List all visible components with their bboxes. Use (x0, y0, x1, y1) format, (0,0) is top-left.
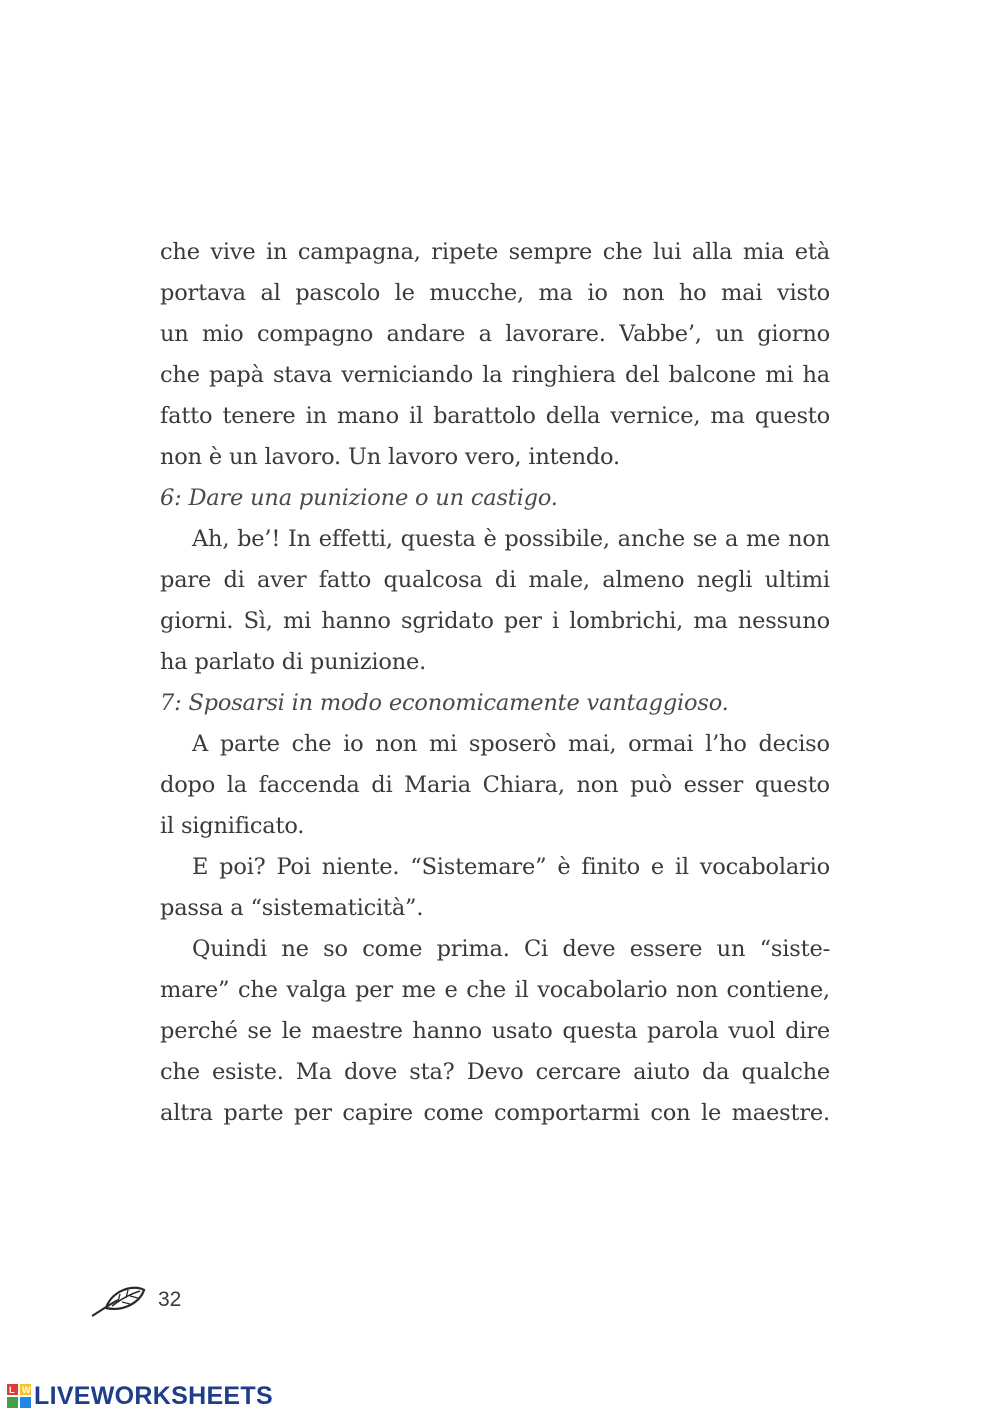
word: le (394, 280, 415, 306)
word: mai, (567, 731, 617, 757)
word: pare (160, 567, 212, 593)
word: ultimi (764, 567, 830, 593)
word: come (423, 1100, 484, 1126)
word: ma (538, 280, 573, 306)
word: anche (617, 526, 685, 552)
word: un (160, 321, 189, 347)
word: E (192, 854, 209, 880)
word: In (287, 526, 311, 552)
word: compagno (256, 321, 374, 347)
word: esser (683, 772, 744, 798)
word: Quindi (192, 936, 268, 962)
word: papà (208, 362, 264, 388)
leaf-icon (88, 1280, 150, 1320)
text-line (160, 765, 830, 806)
word: vuol (728, 1018, 776, 1044)
word: deciso (758, 731, 830, 757)
word: fatto (318, 567, 372, 593)
word: negli (696, 567, 753, 593)
word: effetti, (318, 526, 393, 552)
word: non (622, 280, 665, 306)
word: capire (342, 1100, 413, 1126)
word: il (674, 854, 689, 880)
word: aiuto (633, 1059, 690, 1085)
word: barattolo (433, 403, 536, 429)
text-line: 6: Dare una punizione o un castigo. (160, 485, 558, 511)
word: comportarmi (494, 1100, 640, 1126)
word: possibile, (504, 526, 610, 552)
word: ormai (628, 731, 694, 757)
text-line (160, 232, 830, 273)
word: niente. (321, 854, 400, 880)
word: per (293, 1100, 332, 1126)
word: balcone (668, 362, 757, 388)
word: nessuno (737, 608, 830, 634)
word: Ah, (192, 526, 230, 552)
word: mi (429, 731, 458, 757)
text-line (160, 929, 830, 970)
word: di (494, 567, 517, 593)
word: la (226, 772, 247, 798)
word: deve (562, 936, 616, 962)
word: maestre. (731, 1100, 830, 1126)
word: e (444, 977, 458, 1003)
word: questo (754, 403, 830, 429)
word: Ci (524, 936, 549, 962)
word: di (223, 567, 245, 593)
text-line (160, 847, 830, 888)
word: le (700, 1100, 722, 1126)
word: fatto (160, 403, 213, 429)
word: e (650, 854, 664, 880)
word: io (587, 280, 608, 306)
word: esiste. (211, 1059, 284, 1085)
text-line (160, 519, 830, 560)
text-line (160, 273, 830, 314)
word: se (247, 1018, 272, 1044)
svg-text:L: L (9, 1385, 15, 1395)
word: sempre (508, 239, 593, 265)
word: con (650, 1100, 691, 1126)
word: verniciando (341, 362, 474, 388)
word: lui (653, 239, 682, 265)
word: aver (257, 567, 307, 593)
svg-text:W: W (22, 1385, 31, 1395)
word: le (281, 1018, 302, 1044)
word: me (746, 526, 781, 552)
word: tenere (222, 403, 296, 429)
word: campagna, (297, 239, 421, 265)
word: essere (629, 936, 703, 962)
word: Vabbe’, (619, 321, 702, 347)
word: perché (160, 1018, 238, 1044)
word: in (305, 403, 327, 429)
word: mio (202, 321, 244, 347)
word: me (401, 977, 436, 1003)
page-number: 32 (158, 1288, 182, 1311)
word: sta? (409, 1059, 455, 1085)
text-line (160, 1093, 830, 1134)
word: che (602, 239, 643, 265)
word: mia (742, 239, 785, 265)
word: se (692, 526, 718, 552)
word: dopo (160, 772, 216, 798)
text-line: passa a “sistematicità”. (160, 895, 424, 921)
word: be’! (237, 526, 281, 552)
word: alla (691, 239, 733, 265)
word: prima. (436, 936, 510, 962)
word: Devo (466, 1059, 524, 1085)
word: dire (785, 1018, 830, 1044)
word: che (160, 239, 200, 265)
word: qualche (741, 1059, 830, 1085)
word: cercare (535, 1059, 621, 1085)
word: lombrichi, (569, 608, 684, 634)
word: altra (160, 1100, 213, 1126)
word: hanno (412, 1018, 482, 1044)
word: vive (210, 239, 256, 265)
word: che (160, 1059, 200, 1085)
word: almeno (602, 567, 685, 593)
word: visto (776, 280, 830, 306)
word: “Sistemare” (410, 854, 547, 880)
word: stava (272, 362, 333, 388)
word: A (192, 731, 209, 757)
liveworksheets-logo-icon (6, 1383, 32, 1409)
word: qualcosa (383, 567, 483, 593)
word: Ma (295, 1059, 332, 1085)
word: ho (678, 280, 707, 306)
word: come (362, 936, 423, 962)
text-line (160, 1052, 830, 1093)
word: lavorare. (505, 321, 606, 347)
text-line (160, 396, 830, 437)
word: un (715, 321, 744, 347)
word: a (725, 526, 739, 552)
word: vocabolario (699, 854, 830, 880)
word: sgridato (400, 608, 494, 634)
word: dove (343, 1059, 398, 1085)
word: portava (160, 280, 246, 306)
word: sposerò (468, 731, 557, 757)
text-line (160, 601, 830, 642)
word: parola (647, 1018, 719, 1044)
word: mano (336, 403, 399, 429)
word: mare” (160, 977, 230, 1003)
word: il (514, 977, 529, 1003)
word: da (701, 1059, 730, 1085)
word: i (552, 608, 559, 634)
word: mi (282, 608, 312, 634)
word: ma (693, 608, 728, 634)
word: giorno (757, 321, 830, 347)
word: mucche, (429, 280, 524, 306)
word: della (545, 403, 601, 429)
brand-name: LIVEWORKSHEETS (34, 1381, 273, 1410)
liveworksheets-brand[interactable] (6, 1380, 273, 1412)
text-line (160, 1011, 830, 1052)
text-line: non è un lavoro. Un lavoro vero, intendo. (160, 444, 620, 470)
word: al (260, 280, 281, 306)
word: andare (386, 321, 466, 347)
word: poi? (219, 854, 266, 880)
word: valga (286, 977, 347, 1003)
word: l’ho (705, 731, 747, 757)
text-line (160, 560, 830, 601)
word: età (794, 239, 830, 265)
word: per (355, 977, 393, 1003)
word: giorni. (160, 608, 234, 634)
word: io (343, 731, 364, 757)
word: questo (754, 772, 830, 798)
word: male, (528, 567, 590, 593)
word: mi (765, 362, 794, 388)
word: vocabolario (537, 977, 668, 1003)
word: non (375, 731, 418, 757)
text-line: il significato. (160, 813, 305, 839)
text-line (160, 355, 830, 396)
word: maestre (311, 1018, 403, 1044)
word: “siste- (759, 936, 830, 962)
word: ringhiera (511, 362, 616, 388)
word: usato (491, 1018, 553, 1044)
word: mai (721, 280, 763, 306)
word: Sì, (243, 608, 273, 634)
word: vernice, (610, 403, 701, 429)
page-footer (88, 1280, 181, 1320)
word: non (675, 977, 718, 1003)
word: questa (562, 1018, 638, 1044)
word: che (291, 731, 332, 757)
word: è (557, 854, 571, 880)
word: Maria (404, 772, 471, 798)
word: può (630, 772, 672, 798)
word: parte (219, 731, 280, 757)
text-line (160, 970, 830, 1011)
word: un (716, 936, 746, 962)
word: parte (223, 1100, 284, 1126)
word: che (466, 977, 507, 1003)
word: ma (710, 403, 745, 429)
word: ha (802, 362, 830, 388)
text-line: ha parlato di punizione. (160, 649, 427, 675)
word: che (160, 362, 200, 388)
word: questa (400, 526, 476, 552)
word: ripete (431, 239, 499, 265)
word: di (371, 772, 393, 798)
word: contiene, (726, 977, 830, 1003)
word: non (788, 526, 830, 552)
text-line: 7: Sposarsi in modo economicamente vantaggioso. (160, 690, 729, 716)
word: pascolo (295, 280, 381, 306)
word: finito (581, 854, 640, 880)
word: Chiara, (482, 772, 565, 798)
text-line (160, 724, 830, 765)
word: che (237, 977, 278, 1003)
word: faccenda (258, 772, 360, 798)
word: la (482, 362, 503, 388)
word: del (625, 362, 660, 388)
word: è (483, 526, 497, 552)
text-line (160, 314, 830, 355)
word: hanno (321, 608, 391, 634)
word: Poi (276, 854, 311, 880)
word: in (266, 239, 288, 265)
page-text (160, 232, 830, 1134)
word: non (576, 772, 619, 798)
word: per (503, 608, 542, 634)
word: so (323, 936, 348, 962)
word: ne (281, 936, 309, 962)
word: a (478, 321, 492, 347)
word: il (409, 403, 424, 429)
